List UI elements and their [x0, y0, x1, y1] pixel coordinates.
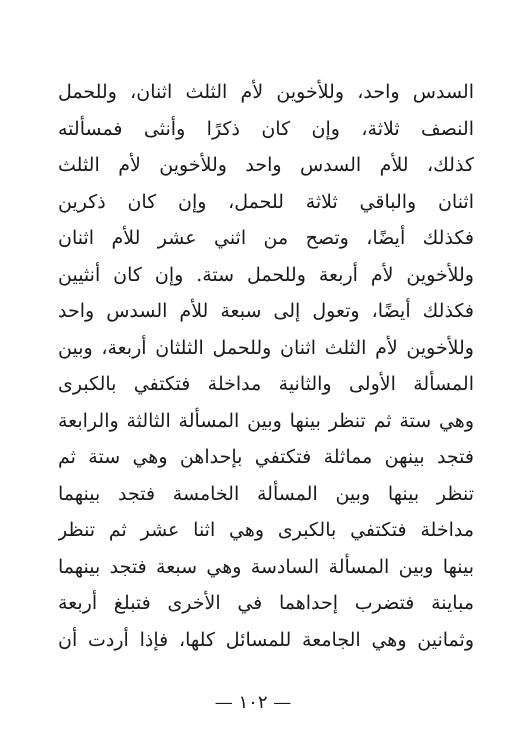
text-line: مباينة فتضرب إحداهما في الأخرى فتبلغ أربعة: [58, 592, 474, 614]
text-line: وثمانين وهي الجامعة للمسائل كلها، فإذا أردت أن: [58, 628, 474, 651]
text-line: وللأخوين لأم الثلث اثنان وللحمل الثلثان أربعة، وبين: [58, 336, 474, 359]
text-line: اثنان والباقي ثلاثة للحمل، وإن كان ذكرين: [58, 190, 474, 213]
text-line: فكذلك أيضًا، وتعول إلى سبعة للأم السدس واحد: [58, 300, 474, 322]
text-line: فتجد بينهن مماثلة فتكتفي بإحداهن وهي ستة ثم: [58, 446, 474, 468]
text-line: مداخلة فتكتفي بالكبرى وهي اثنا عشر ثم تنظر: [58, 519, 474, 541]
text-line: وللأخوين لأم أربعة وللحمل ستة. وإن كان أنثيين: [58, 263, 474, 286]
text-line: فكذلك أيضًا، وتصح من اثني عشر للأم اثنان: [58, 227, 474, 249]
page-number: — ١٠٢ —: [214, 692, 292, 713]
text-line: وهي ستة ثم تنظر بينها وبين المسألة الثالثة والرابعة: [58, 409, 474, 432]
text-line: بينها وبين المسألة السادسة وهي سبعة فتجد بينهما: [58, 555, 474, 578]
text-line: السدس واحد، وللأخوين لأم الثلث اثنان، وللحمل: [58, 81, 474, 103]
text-line: كذلك، للأم السدس واحد وللأخوين لأم الثلث: [58, 154, 474, 176]
body-text: [58, 74, 474, 658]
text-line: النصف ثلاثة، وإن كان ذكرًا وأنثى فمسألته: [58, 117, 474, 140]
text-line: المسألة الأولى والثانية مداخلة فتكتفي بالكبرى: [58, 373, 474, 395]
text-line: تنظر بينها وبين المسألة الخامسة فتجد بينهما: [58, 482, 474, 505]
